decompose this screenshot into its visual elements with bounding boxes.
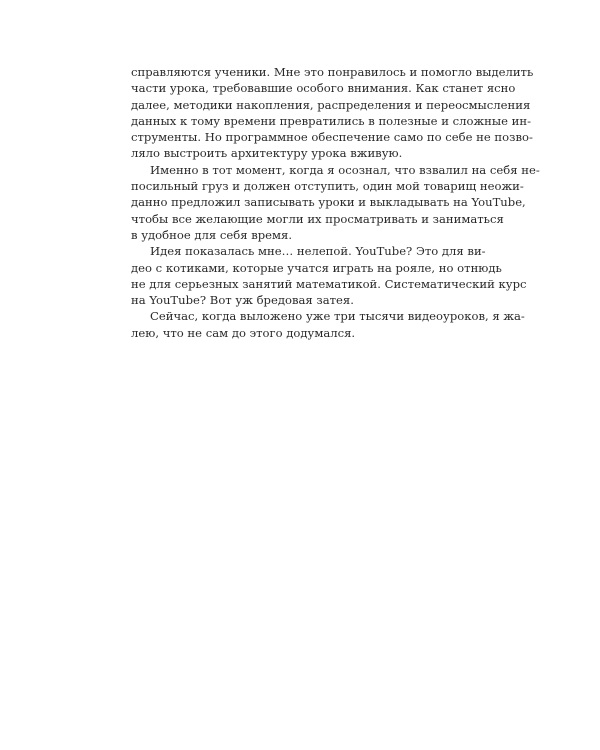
text-line: ляло выстроить архитектуру урока вживую. [131, 146, 403, 161]
text-line: Идея показалась мне… нелепой. YouTube? Это для ви- [150, 244, 486, 259]
text-line: далее, методики накопления, распределения и переосмысления [131, 97, 531, 112]
text-line: части урока, требовавшие особого внимания. Как станет ясно [131, 81, 516, 96]
text-line: струменты. Но программное обеспечение само по себе не позво- [131, 130, 533, 145]
text-line: посильный груз и должен отступить, один мой товарищ неожи- [131, 179, 524, 194]
paragraph [131, 64, 534, 162]
text-line: не для серьезных занятий математикой. Систематический курс [131, 276, 527, 291]
text-line: данных к тому времени превратились в полезные и сложные ин- [131, 113, 531, 128]
text-line: на YouTube? Вот уж бредовая затея. [131, 293, 354, 308]
text-line: данно предложил записывать уроки и выкладывать на YouTube, [131, 195, 526, 210]
text-line: чтобы все желающие могли их просматривать и заниматься [131, 211, 504, 226]
book-page-text [131, 64, 540, 341]
text-line: в удобное для себя время. [131, 227, 293, 242]
paragraph [131, 308, 525, 341]
text-line: справляются ученики. Мне это понравилось и помогло выделить [131, 65, 534, 79]
text-line: део с котиками, которые учатся играть на рояле, но отнюдь [131, 260, 502, 275]
text-line: лею, что не сам до этого додумался. [131, 325, 356, 340]
paragraph [131, 243, 527, 308]
text-line: Сейчас, когда выложено уже три тысячи видеоуроков, я жа- [150, 309, 525, 324]
text-line: Именно в тот момент, когда я осознал, что взвалил на себя не- [150, 162, 540, 177]
paragraph [131, 162, 540, 243]
